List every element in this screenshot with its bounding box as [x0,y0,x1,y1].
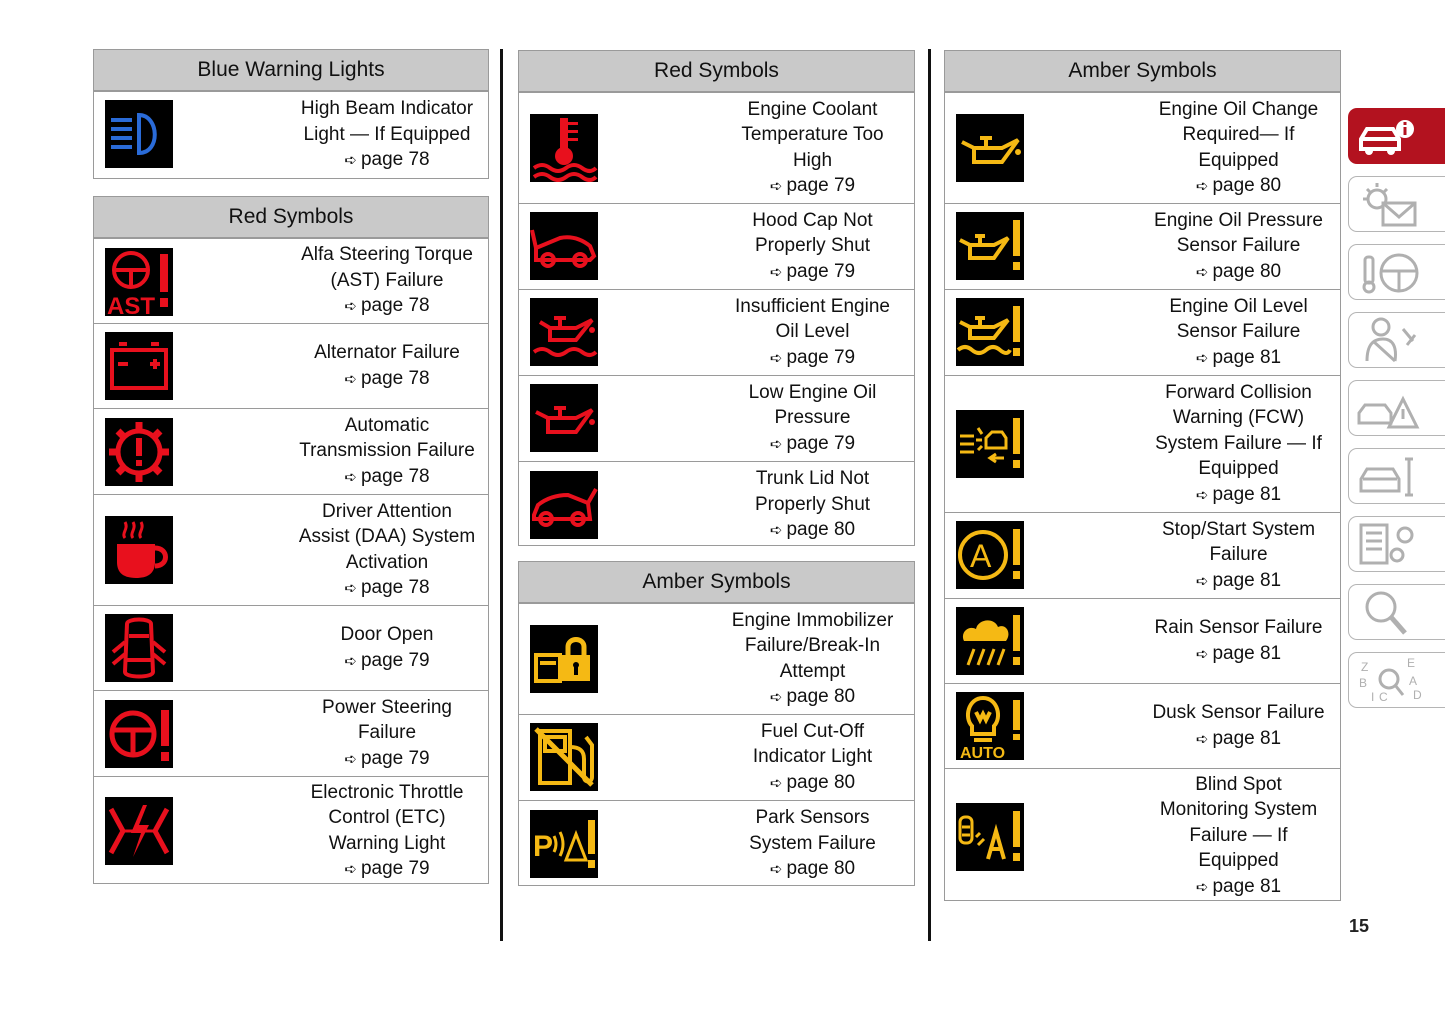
item-label: Door Open [340,624,434,645]
section-blue-warning-lights [93,49,489,179]
item-label: Engine Oil Level Sensor Failure [1169,295,1308,343]
list-item [945,92,1340,203]
oil-level-icon [530,298,598,366]
technical-data-icon[interactable] [1348,516,1445,572]
section-title: Blue Warning Lights [94,50,488,91]
page-link[interactable]: page 80 [786,771,856,793]
page-link[interactable]: page 78 [360,367,430,389]
page-link[interactable]: page 78 [360,465,430,487]
page-link[interactable]: page 79 [360,649,430,671]
section-title: Red Symbols [94,197,488,238]
blind-spot-icon [956,803,1024,871]
list-item [94,91,488,178]
arrow-icon: ➪ [769,689,783,706]
arrow-icon: ➪ [1195,349,1209,367]
arrow-icon: ➪ [769,178,783,195]
svg-text:A: A [1409,674,1418,688]
list-item [94,690,488,776]
list-item [94,776,488,885]
svg-text:C: C [1379,690,1388,704]
arrow-icon: ➪ [769,861,783,879]
alphabetical-index-icon[interactable] [1348,652,1445,708]
svg-text:Z: Z [1361,660,1369,674]
svg-text:I: I [1371,690,1375,704]
item-label: Fuel Cut-Off Indicator Light [752,720,873,768]
list-item [519,800,914,887]
stop-start-icon [956,521,1024,589]
item-label: Blind Spot Monitoring System Failure — If Equipped [1159,773,1318,872]
arrow-icon: ➪ [344,861,357,878]
section-red-symbols [518,50,915,546]
item-label: Stop/Start System Failure [1161,518,1316,566]
page-link[interactable]: page 79 [786,432,856,454]
arrow-icon: ➪ [1195,263,1209,281]
section-amber-symbols [518,561,915,886]
ast-icon-text: AST [107,293,155,316]
fuel-cutoff-icon [530,723,598,791]
arrow-icon: ➪ [1195,645,1209,663]
list-item [94,408,488,494]
page-link[interactable]: page 80 [786,858,856,880]
forward-collision-icon [956,410,1024,478]
throttle-control-icon [105,797,173,865]
list-item [945,375,1340,512]
battery-icon [105,332,173,400]
search-index-icon[interactable] [1348,584,1445,640]
page-link[interactable]: page 78 [360,295,430,317]
page-link[interactable]: page 79 [786,175,856,196]
dusk-sensor-icon [956,692,1024,760]
arrow-icon: ➪ [769,349,783,367]
item-label: Engine Immobilizer Failure/Break-In Attempt [731,609,894,682]
list-item [945,598,1340,683]
list-item [519,714,914,800]
page-link[interactable]: page 79 [786,346,856,368]
svg-text:D: D [1413,688,1422,702]
item-label: Park Sensors System Failure [749,807,876,854]
steering-key-icon[interactable] [1348,244,1445,300]
page-number: 15 [1349,916,1370,936]
item-label: Automatic Transmission Failure [299,414,475,462]
page-link[interactable]: page 81 [1212,727,1282,749]
page-link[interactable]: page 78 [360,577,430,598]
arrow-icon: ➪ [769,435,783,453]
list-item [945,289,1340,375]
list-item [519,92,914,203]
arrow-icon: ➪ [1195,878,1209,896]
oil-change-icon [956,114,1024,182]
svg-text:B: B [1359,676,1368,690]
arrow-icon: ➪ [344,370,357,388]
item-label: Engine Coolant Temperature Too High [741,98,884,171]
trunk-open-icon [530,471,598,539]
item-label: Electronic Throttle Control (ETC) Warning Light [310,781,464,854]
auto-icon-text: AUTO [960,745,1006,760]
list-item [519,289,914,375]
item-label: Dusk Sensor Failure [1152,702,1325,723]
page-link[interactable]: page 79 [360,747,430,769]
ast-steering-failure-icon [105,248,173,316]
page-link[interactable]: page 80 [1212,175,1282,196]
rain-sensor-icon [956,607,1024,675]
svg-text:A: A [970,538,992,574]
item-label: Rain Sensor Failure [1154,617,1323,638]
page-link[interactable]: page 81 [1212,483,1282,505]
list-item [945,512,1340,598]
list-item [519,603,914,714]
park-sensors-icon [530,810,598,878]
power-steering-icon [105,700,173,768]
section-title: Red Symbols [519,51,914,92]
svg-text:P: P [533,830,554,863]
page-link[interactable]: page 79 [786,260,856,282]
page-link[interactable]: page 80 [786,686,856,707]
list-item [94,323,488,408]
list-item [945,683,1340,768]
arrow-icon: ➪ [1195,486,1209,504]
item-label: High Beam Indicator Light — If Equipped [300,98,474,145]
arrow-icon: ➪ [769,774,783,792]
item-label: Low Engine Oil Pressure [748,381,877,429]
arrow-icon: ➪ [344,298,357,316]
section-title: Amber Symbols [519,562,914,603]
hood-open-icon [530,212,598,280]
page-link[interactable]: page 81 [1212,875,1282,897]
arrow-icon: ➪ [1195,178,1209,195]
coolant-temperature-icon [530,114,598,182]
page-link[interactable]: page 80 [1212,260,1282,282]
coffee-cup-icon [105,516,173,584]
section-amber-symbols [944,50,1341,901]
list-item [94,605,488,690]
item-label: Engine Oil Pressure Sensor Failure [1154,209,1323,257]
list-item [94,494,488,605]
section-red-symbols [93,196,489,884]
car-maintenance-icon[interactable] [1348,448,1445,504]
oil-level-sensor-icon [956,298,1024,366]
oil-pressure-sensor-icon [956,212,1024,280]
item-label: Hood Cap Not Properly Shut [752,209,873,257]
item-label: Alternator Failure [314,342,460,363]
arrow-icon: ➪ [344,468,357,486]
page-link[interactable]: page 79 [360,858,430,879]
arrow-icon: ➪ [769,522,783,540]
column-divider [500,49,503,941]
svg-text:E: E [1407,656,1416,670]
item-label: Trunk Lid Not Properly Shut [754,468,871,515]
list-item [519,461,914,548]
list-item [94,238,488,323]
arrow-icon: ➪ [769,263,783,281]
arrow-icon: ➪ [1195,730,1209,748]
warning-lights-icon[interactable] [1348,176,1445,232]
item-label: Forward Collision Warning (FCW) System Failure — If Equipped [1155,381,1322,480]
arrow-icon: ➪ [344,652,357,670]
item-label: Driver Attention Assist (DAA) System Activation [298,500,476,573]
item-label: Insufficient Engine Oil Level [735,295,890,343]
arrow-icon: ➪ [1195,572,1209,590]
emergency-icon[interactable] [1348,380,1445,436]
list-item [945,203,1340,289]
page-link[interactable]: page 81 [1212,642,1282,664]
arrow-icon: ➪ [344,152,357,170]
immobilizer-icon [530,625,598,693]
section-title: Amber Symbols [945,51,1340,92]
page-link[interactable]: page 78 [360,149,430,171]
high-beam-icon [105,100,173,168]
list-item [519,203,914,289]
gear-warning-icon [105,418,173,486]
oil-pressure-icon [530,384,598,452]
door-open-icon [105,614,173,682]
safety-seatbelt-icon[interactable] [1348,312,1445,368]
column-divider [928,49,931,941]
item-label: Power Steering Failure [322,696,452,744]
item-label: Engine Oil Change Required— If Equipped [1158,98,1319,171]
page-link[interactable]: page 81 [1212,346,1282,368]
item-label: Alfa Steering Torque (AST) Failure [301,244,473,291]
page-link[interactable]: page 81 [1212,569,1282,591]
car-info-icon[interactable] [1348,108,1445,164]
list-item [945,768,1340,903]
arrow-icon: ➪ [344,580,357,597]
arrow-icon: ➪ [344,750,357,768]
list-item [519,375,914,461]
page-link[interactable]: page 80 [786,519,856,541]
